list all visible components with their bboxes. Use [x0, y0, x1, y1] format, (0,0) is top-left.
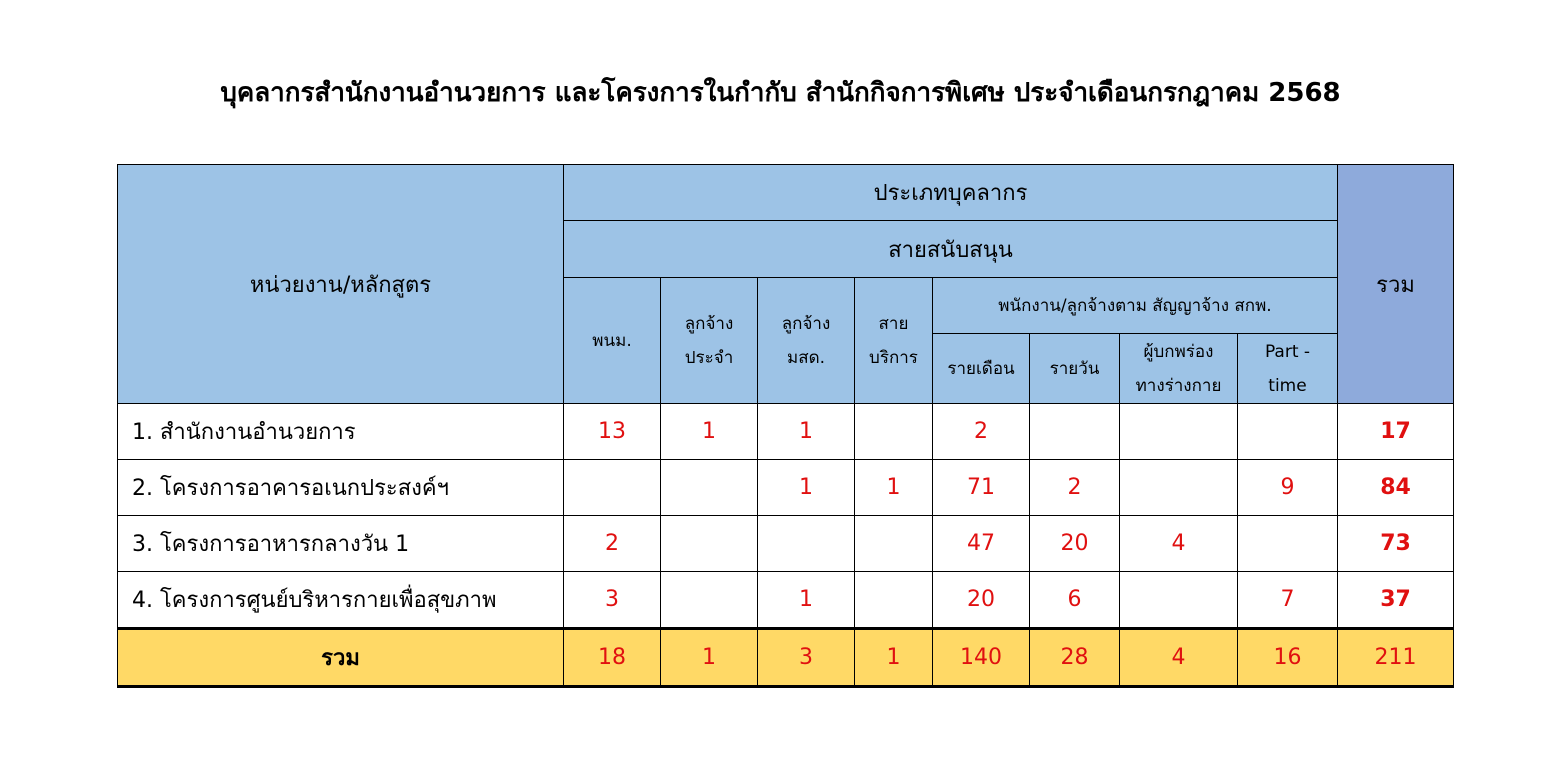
parttime-cell [1238, 516, 1338, 572]
service-header [855, 278, 933, 404]
pnm-cell: 13 [564, 404, 661, 460]
summary-label: รวม [118, 629, 564, 687]
unit-cell: 3. โครงการอาหารกลางวัน 1 [118, 516, 564, 572]
unit-cell: 1. สำนักงานอำนวยการ [118, 404, 564, 460]
permanent-cell [661, 572, 758, 629]
trainer-cell: 4 [1120, 516, 1238, 572]
summary-parttime: 16 [1238, 629, 1338, 687]
row-total-cell: 73 [1338, 516, 1454, 572]
msd-cell [758, 516, 855, 572]
parttime-cell [1238, 404, 1338, 460]
monthly-cell: 71 [933, 460, 1030, 516]
service-cell: 1 [855, 460, 933, 516]
summary-monthly: 140 [933, 629, 1030, 687]
summary-daily: 28 [1030, 629, 1120, 687]
monthly-cell: 20 [933, 572, 1030, 629]
msd-cell: 1 [758, 404, 855, 460]
daily-cell: 2 [1030, 460, 1120, 516]
trainer-cell [1120, 460, 1238, 516]
msd-cell: 1 [758, 460, 855, 516]
summary-permanent: 1 [661, 629, 758, 687]
pnm-cell: 3 [564, 572, 661, 629]
pnm-header: พนม. [564, 278, 661, 404]
parttime-header [1238, 334, 1338, 404]
summary-msd: 3 [758, 629, 855, 687]
monthly-header: รายเดือน [933, 334, 1030, 404]
permanent-header-line1: ลูกจ้าง [684, 313, 734, 334]
parttime-cell: 9 [1238, 460, 1338, 516]
summary-trainer: 4 [1120, 629, 1238, 687]
summary-pnm: 18 [564, 629, 661, 687]
table-row [118, 404, 1454, 460]
contract-group-header: พนักงาน/ลูกจ้างตาม สัญญาจ้าง สกพ. [933, 278, 1338, 334]
trainer-header-line2: ทางร่างกาย [1135, 375, 1222, 396]
parttime-cell: 7 [1238, 572, 1338, 629]
service-cell [855, 572, 933, 629]
service-header-line2: บริการ [869, 347, 918, 368]
parttime-header-line1: Part - [1264, 341, 1311, 362]
msd-header-line2: มสด. [786, 347, 826, 368]
service-cell [855, 404, 933, 460]
table-row [118, 516, 1454, 572]
permanent-header-line2: ประจำ [684, 347, 734, 368]
pnm-cell: 2 [564, 516, 661, 572]
permanent-cell: 1 [661, 404, 758, 460]
summary-service: 1 [855, 629, 933, 687]
monthly-cell: 2 [933, 404, 1030, 460]
unit-cell: 2. โครงการอาคารอเนกประสงค์ฯ [118, 460, 564, 516]
unit-cell: 4. โครงการศูนย์บริหารกายเพื่อสุขภาพ [118, 572, 564, 629]
unit-header: หน่วยงาน/หลักสูตร [118, 165, 564, 404]
service-cell [855, 516, 933, 572]
msd-cell: 1 [758, 572, 855, 629]
summary-row [118, 629, 1454, 687]
row-total-cell: 37 [1338, 572, 1454, 629]
trainer-header-line1: ผู้บกพร่อง [1143, 341, 1214, 362]
total-header: รวม [1338, 165, 1454, 404]
summary-total: 211 [1338, 629, 1454, 687]
personnel-table [117, 164, 1454, 688]
row-total-cell: 84 [1338, 460, 1454, 516]
permanent-cell [661, 460, 758, 516]
support-line-header: สายสนับสนุน [564, 221, 1338, 278]
permanent-cell [661, 516, 758, 572]
personnel-type-header: ประเภทบุคลากร [564, 165, 1338, 221]
service-header-line1: สาย [878, 313, 909, 334]
msd-header-line1: ลูกจ้าง [781, 313, 831, 334]
table-row [118, 572, 1454, 629]
daily-cell: 6 [1030, 572, 1120, 629]
daily-cell [1030, 404, 1120, 460]
table-row [118, 460, 1454, 516]
msd-header [758, 278, 855, 404]
pnm-cell [564, 460, 661, 516]
daily-header: รายวัน [1030, 334, 1120, 404]
parttime-header-line2: time [1268, 375, 1307, 396]
trainer-cell [1120, 572, 1238, 629]
page-title: บุคลากรสำนักงานอำนวยการ และโครงการในกำกับ สำนักกิจการพิเศษ ประจำเดือนกรกฎาคม 2568 [220, 78, 1341, 108]
permanent-header [661, 278, 758, 404]
trainer-cell [1120, 404, 1238, 460]
monthly-cell: 47 [933, 516, 1030, 572]
daily-cell: 20 [1030, 516, 1120, 572]
row-total-cell: 17 [1338, 404, 1454, 460]
trainer-header [1120, 334, 1238, 404]
